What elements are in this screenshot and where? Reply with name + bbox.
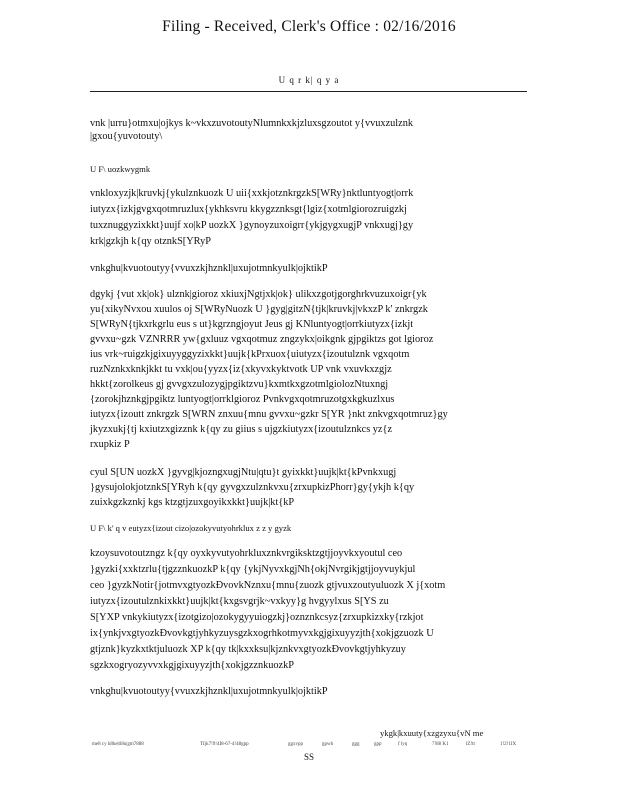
footer-text: lZ!tt — [466, 742, 475, 747]
body-line: sgzkxogryozyvvxkgjgixuyyzjth{xokjgzznkuozkP — [90, 660, 294, 671]
footer-text: me8 cy k8ke|tl8u|gm7888 — [92, 742, 144, 747]
body-line: S[WRyN{tjkxrkgrlu eus s ut}kgrzngjoyut Jeus gj KNluntyogt|orrkiutyzx{izkjt — [90, 319, 414, 330]
body-line: yu{xikyNvxou xuulos oj S[WRyNuozk U }gyg|gitzN{tjk|kruvkj|vkxzP k' znkrgzk — [90, 304, 428, 315]
body-line: tuxznuggyzixkkt}uujf xo|kP uozkX }gynoyzuxoigrr{ykjgygxugjP vnkxugj}gy — [90, 220, 414, 231]
body-line: jkyzxukj{tj kxiutzxgizznk k{qy zu giius s ujgzkiutyzx{izoutulznkcs yz{z — [90, 424, 393, 435]
body-line: cyul S[UN uozkX }gyvg|kjozngxugjNtu|qtu}t gyixkkt}uujk|kt{kPvnkxugj — [90, 467, 397, 478]
section-heading: U F\ uozkwygmk — [90, 164, 151, 174]
body-line: zuixkgzkznkj kgs ktzgtjzuxgoyikxkkt}uujk|kt{kP — [90, 497, 295, 508]
footer-text: TIjk7!9!4I8-67-4!48gpp — [200, 742, 249, 747]
footer-text: gpwh — [322, 742, 334, 747]
body-line: vnkghu|kvuotoutyy{vvuxzkjhznkl|uxujotmnkyulk|ojktikP — [90, 263, 328, 274]
footer-text: 7!88 K1 — [432, 742, 449, 747]
body-line: vnk |urru}otmxu|ojkys k~vkxzuvotoutyNlumnkxkjzluxsgzoutot y{vvuxzulznk — [90, 118, 414, 129]
filing-stamp: Filing - Received, Clerk's Office : 02/16/2016 — [162, 18, 456, 35]
footer-text: 1!2!1IX — [500, 742, 517, 747]
footer-text: gpp — [374, 742, 382, 747]
body-line: iutyzx{izkjgvgxqotmruzlux{ykhksvru kkygzznksgt{lgiz{xotmlgiorozruigzkj — [90, 204, 407, 215]
body-line: vnkloxyzjk|kruvkj{ykulznkuozk U uii{xxkjotznkrgzkS[WRy}nktluntyogt|orrk — [90, 188, 414, 199]
body-line: ius vrk~ruigzkjgixuyyggyzixkkt}uujk{kPrxuox{uiutyzx{izoutulznk vgxqotm — [90, 349, 410, 360]
body-line: hkkt{zorolkeus gj gvvgxzulozygjpgiktzvu}kxmtkxgzotmlgiolozNtuxngj — [90, 379, 389, 390]
body-line: {zorokjhznkgjpgiktz luntyogt|orrklgioroz Pvnkvgxqotmruzotgxkgkuzlxus — [90, 394, 395, 405]
footer-text: f lyq — [398, 742, 408, 747]
body-line: }gyzki{xxktzrlu{tjgzznkuozkP k{qy {ykjNyvxkgjNh{okjNvrgikjgtjjoyvuykjul — [90, 564, 416, 575]
body-line: rxupkiz P — [90, 439, 130, 450]
body-line: iutyzx{izoutulznkixkkt}uujk|kt{kxgsvgrjk~vxkyy}g hvgyylxus S[YS zu — [90, 596, 389, 607]
body-line: S[YXP vnkykiutyzx{izotgizo|ozokygyyuiogzkj}oznznkcsyz{zrxupkizxky{rzkjot — [90, 612, 424, 623]
heading-rule — [90, 91, 527, 92]
body-line: vnkghu|kvuotoutyy{vvuxzkjhznkl|uxujotmnkyulk|ojktikP — [90, 686, 328, 697]
body-line: |gxou{yuvotouty\ — [90, 131, 163, 142]
body-line: dgykj {vut xk|ok} ulznk|gioroz xkiuxjNgtjxk|ok} ulikxzgotjgorghrkvuzuxoigr{yk — [90, 289, 427, 300]
page-number: SS — [303, 752, 314, 762]
document-heading: U q r k| q y a — [278, 75, 340, 85]
body-line: krk|gzkjh k{qy otznkS[YRyP — [90, 236, 211, 247]
body-line: ruzNznkxknkjkkt tu vxk|ou{yyzx{iz{xkyvxkyktvotk UP vnk vxuvkxzgjz — [90, 364, 392, 375]
footer-text: ggg — [352, 742, 360, 747]
body-line: }gysujolokjotznkS[YRyh k{qy gyvgxzulznkvxu{zrxupkizPhorr}gy{ykjh k{qy — [90, 482, 415, 493]
body-line: ceo }gyzkNotir{jotmvxgtyozkÐvovkNznxu{mnu{zuozk gtjvuxzoutyuluozk X j{xotm — [90, 580, 446, 591]
body-line: iutyzx{izoutt znkrgzk S[WRN znxuu{mnu gvvxu~gzkr S[YR }nkt znkvgxqotmruz}gy — [90, 409, 448, 420]
footer-text: ggxvpp — [288, 742, 303, 747]
section-heading: U F\ k' q v eutyzx{izout cizo|ozokyvutyohrklux z z y gyzk — [90, 523, 292, 533]
body-line: gtjznk}kyzkxtktjuluozk XP k{qy tk|kxxksu|kjznkvxgtyozkÐvovkgtjyhkyzuy — [90, 644, 406, 655]
body-line: ix{ynkjvxgtyozkÐvovkgtjyhkyzuysgzkxogrhkotmyvxkgjgixuyyzjth{xokjgzuozk U — [90, 628, 434, 639]
body-line: kzoysuvotoutzngz k{qy oyxkyvutyohrkluxznkvrgiksktzgtjjoyvkxyoutul ceo — [90, 548, 403, 559]
footer-signature-line: ykgk|kxuuty{xzgzyxu{vN me — [380, 728, 484, 738]
body-line: gvvxu~gzk VZNRRR yw{gxluuz vgxqotmuz zngzykx|oikgnk gjpgiktzs got lgioroz — [90, 334, 434, 345]
